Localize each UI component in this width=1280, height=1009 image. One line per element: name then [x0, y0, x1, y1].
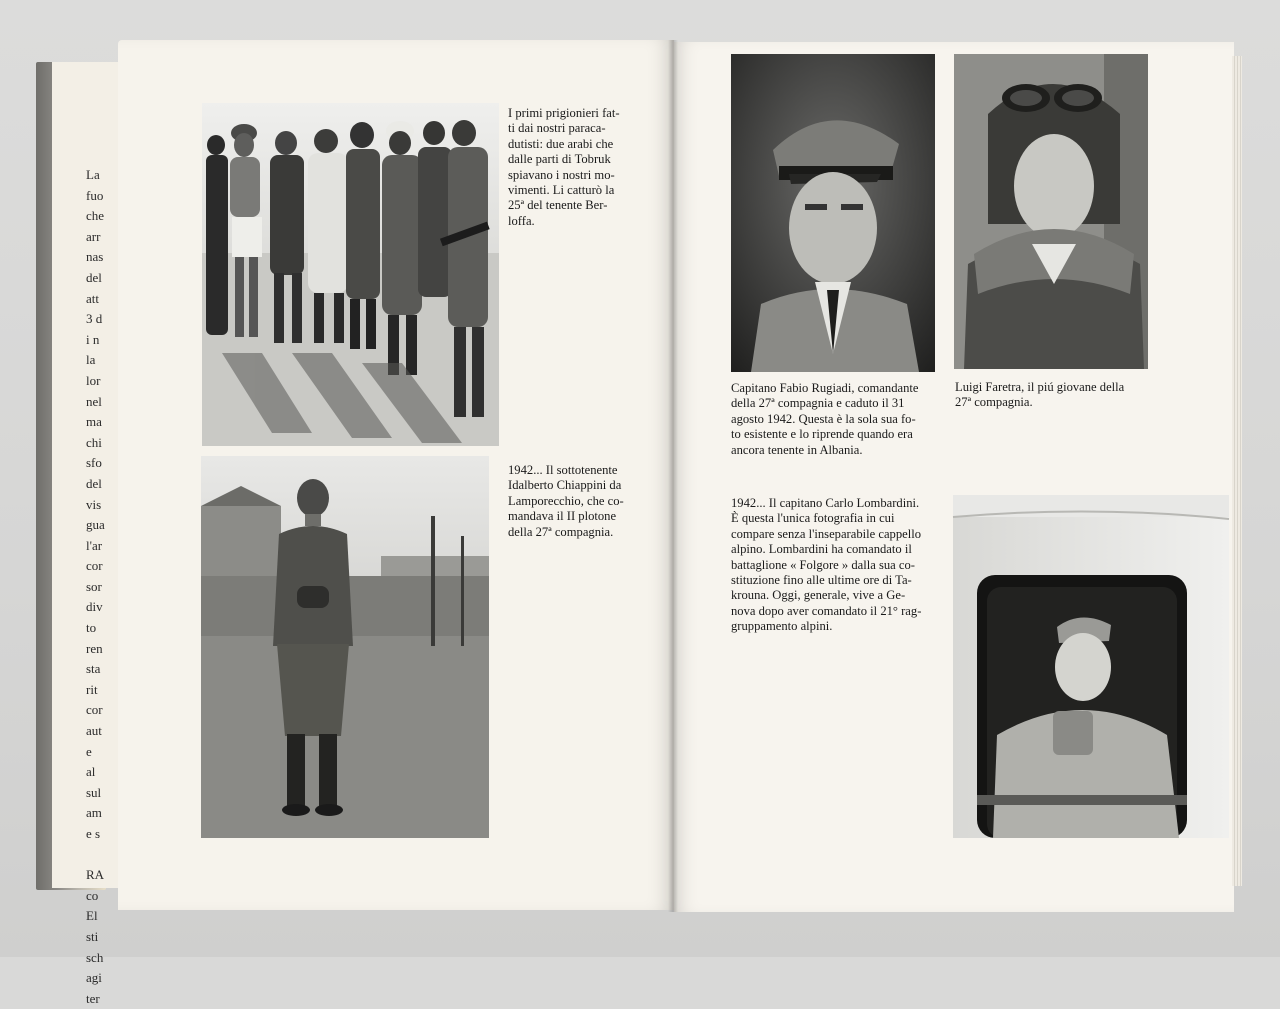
underlying-text-line: to	[86, 620, 97, 636]
underlying-text-line: la	[86, 352, 96, 368]
underlying-text-line: sul	[86, 784, 102, 800]
underlying-text-line: fuo	[86, 187, 104, 203]
underlying-text-line: nel	[86, 393, 102, 409]
underlying-text-line: i n	[86, 331, 100, 347]
underlying-text-line: La	[86, 167, 100, 182]
underlying-text-line: ren	[86, 640, 103, 656]
underlying-text-line: gua	[86, 517, 105, 533]
caption-prisoners: I primi prigionieri fat- ti dai nostri paraca- dutisti: due arabi che dalle parti di Tobruk spiavano i nostri mo- vimenti. Li catturò la 25ª del tenente Ber- loffa.	[508, 106, 620, 228]
underlying-text-line: sch	[86, 949, 104, 965]
underlying-text-line: RA	[86, 867, 105, 883]
underlying-text-line: del	[86, 475, 102, 491]
caption-lombardini: 1942... Il capitano Carlo Lombardini. È questa l'unica fotografia in cui compare senza l'inseparabile cappello alpino. Lombardini ha comandato il battaglione « Folgore » dalla sua co- stituzione fino alle ultime ore di Ta- krouna. Oggi, generale, vive a Ge- nova dopo aver comandato il 21° rag- gruppamento alpini.	[731, 496, 922, 634]
underlying-text-line: e s	[86, 826, 101, 841]
underlying-text-line: sfo	[86, 455, 102, 471]
photo-faretra-aviator-portrait	[954, 54, 1148, 369]
underlying-text-line: e	[86, 743, 92, 759]
underlying-text-line: ma	[86, 414, 102, 430]
underlying-text-line: arr	[86, 228, 101, 244]
underlying-text-line: aut	[86, 723, 102, 739]
underlying-text-line: sor	[86, 578, 102, 594]
underlying-text-line: lor	[86, 372, 101, 388]
underlying-text-line: co	[86, 887, 99, 903]
underlying-text-line: div	[86, 599, 103, 615]
photo-captain-lombardini-train	[953, 495, 1229, 838]
underlying-text-line: 3 d	[86, 311, 103, 327]
underlying-text-line: chi	[86, 434, 102, 450]
underlying-text-line: del	[86, 269, 102, 285]
underlying-text-line: cor	[86, 702, 103, 718]
underlying-text-line: cor	[86, 558, 103, 574]
underlying-text-line: l'ar	[86, 537, 103, 553]
caption-chiappini: 1942... Il sottotenente Idalberto Chiappini da Lamporecchio, che co- mandava il II plotone della 27ª compagnia.	[508, 463, 624, 539]
underlying-text-line: rit	[86, 681, 98, 697]
underlying-text-line: agi	[86, 970, 102, 986]
underlying-text-line: nas	[86, 249, 104, 265]
caption-faretra: Luigi Faretra, il piú giovane della 27ª compagnia.	[955, 380, 1125, 410]
underlying-text-line: che	[86, 208, 105, 224]
underlying-text-line: ter	[86, 990, 100, 1006]
book-gutter	[668, 40, 678, 912]
underlying-text-line: sta	[86, 661, 101, 677]
underlying-text-line: sti	[86, 928, 99, 944]
underlying-text-line: am	[86, 805, 102, 821]
underlying-page-text	[86, 165, 120, 1006]
page-stack-edge	[1232, 56, 1242, 886]
underlying-text-line	[86, 845, 120, 866]
caption-rugiadi: Capitano Fabio Rugiadi, comandante della 27ª compagnia e caduto il 31 agosto 1942. Questa è la sola sua fo- to esistente e lo riprende quando era ancora tenente in Albania.	[731, 381, 919, 457]
photo-captain-rugiadi-portrait	[731, 54, 935, 372]
underlying-text-line: att	[86, 290, 99, 306]
underlying-text-line: al	[86, 764, 96, 780]
underlying-text-line: vis	[86, 496, 102, 512]
underlying-text-line: El	[86, 908, 98, 924]
photo-lieutenant-standing	[201, 456, 489, 838]
photo-prisoners-group	[202, 103, 499, 446]
